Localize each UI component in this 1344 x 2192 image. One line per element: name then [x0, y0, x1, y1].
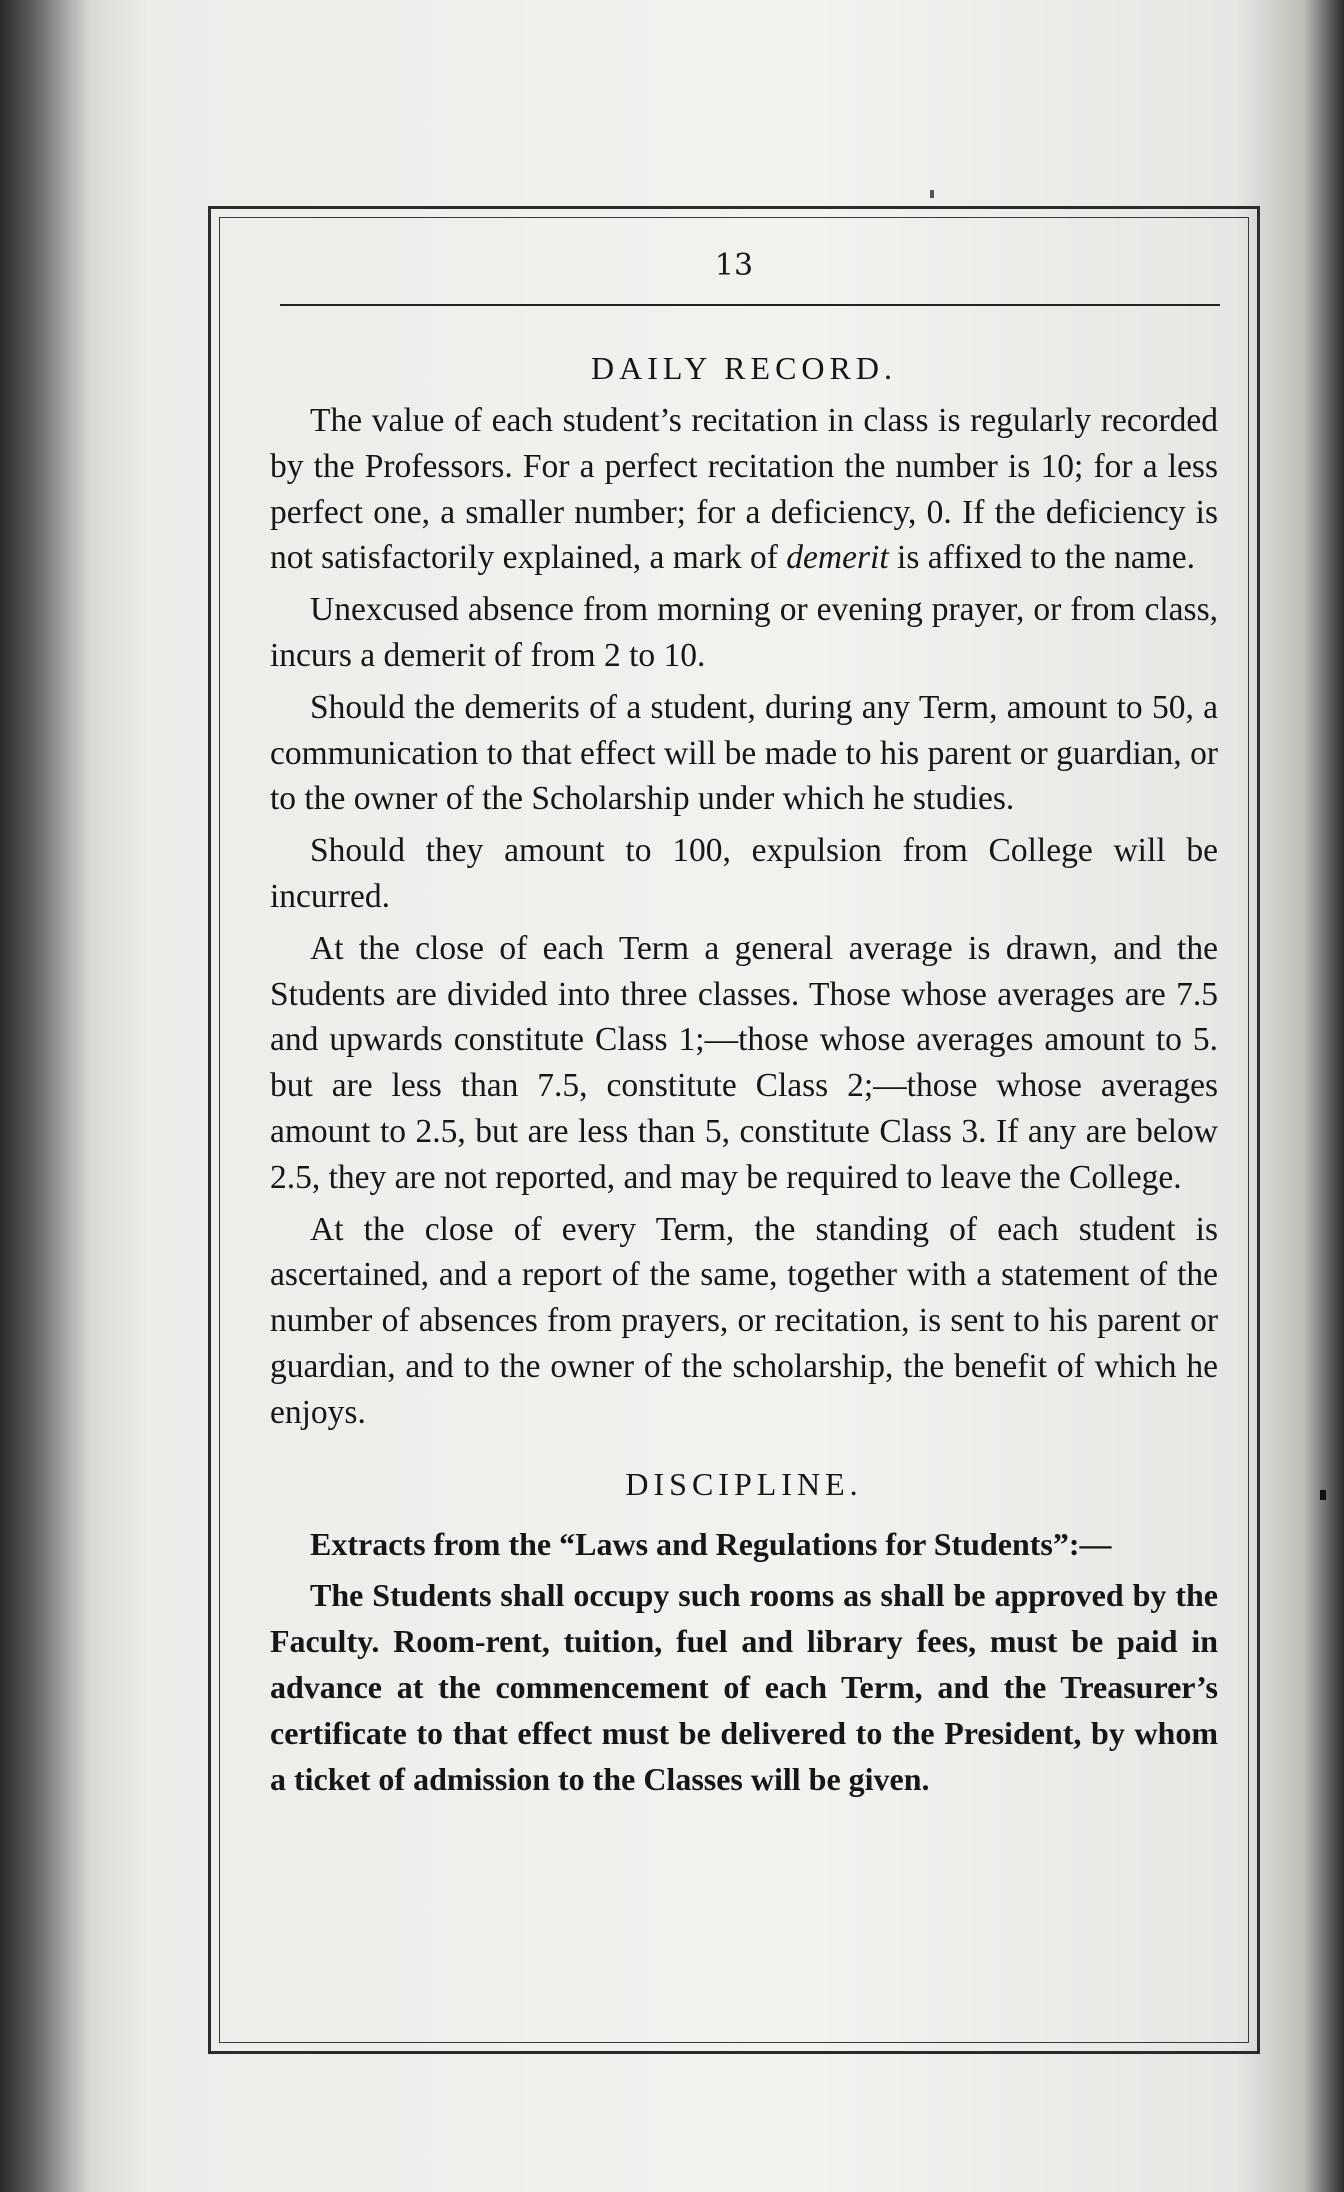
page-border [208, 206, 1260, 2054]
daily-record-paragraph-5: At the close of each Term a general average is drawn, and the Students are divided into three classes. Those whose averages are 7.5 and upwards constitute Class 1;—those whose averages amount to 5. but are less than 7.5, constitute Class 2;—those whose averages amount to 2.5, but are less than 5, constitute Class 3. If any are below 2.5, they are not reported, and may be required to leave the College. [270, 929, 1218, 1196]
discipline-paragraph-2: The Students shall occupy such rooms as shall be approved by the Faculty. Room-rent, tuition, fuel and library fees, must be paid in advance at the commencement of each Term, and the Treasurer’s certificate to that effect must be delivered to the President, by whom a ticket of admission to the Classes will be given. [270, 1577, 1218, 1797]
daily-record-paragraph-1 [270, 398, 1218, 581]
daily-record-p1-text: The value of each student’s recitation in class is regularly recorded by the Professors. For a perfect recitation the number is 10; for a less perfect one, a smaller number; for a deficiency, 0. If the deficiency is not satisfactorily explained, a mark of [270, 402, 1218, 577]
page-number: 13 [714, 248, 754, 283]
section-title-discipline: DISCIPLINE. [625, 1465, 863, 1502]
page-body [270, 344, 1218, 1808]
daily-record-paragraph-4: Should they amount to 100, expulsion from College will be incurred. [270, 832, 1218, 915]
scan-speck [1320, 1490, 1326, 1500]
daily-record-p1-italic: demerit [786, 539, 889, 577]
daily-record-paragraph-2: Unexcused absence from morning or evening prayer, or from class, incurs a demerit of from 2 to 10. [270, 591, 1218, 674]
header-rule [280, 304, 1220, 306]
scan-speck [930, 190, 934, 198]
section-title-daily-record: DAILY RECORD. [591, 350, 897, 386]
daily-record-paragraph-6: At the close of every Term, the standing of each student is ascertained, and a report of the same, together with a statement of the number of absences from prayers, or recitation, is sent to his parent or guardian, and to the owner of the scholarship, the benefit of which he enjoys. [270, 1210, 1218, 1431]
discipline-paragraph-1: Extracts from the “Laws and Regulations for Students”:— [310, 1525, 1112, 1562]
daily-record-paragraph-3: Should the demerits of a student, during any Term, amount to 50, a communication to that effect will be made to his parent or guardian, or to the owner of the Scholarship under which he studies. [270, 688, 1218, 818]
daily-record-p1-tail: is affixed to the name. [888, 539, 1196, 577]
page-inner-border [219, 217, 1249, 2043]
